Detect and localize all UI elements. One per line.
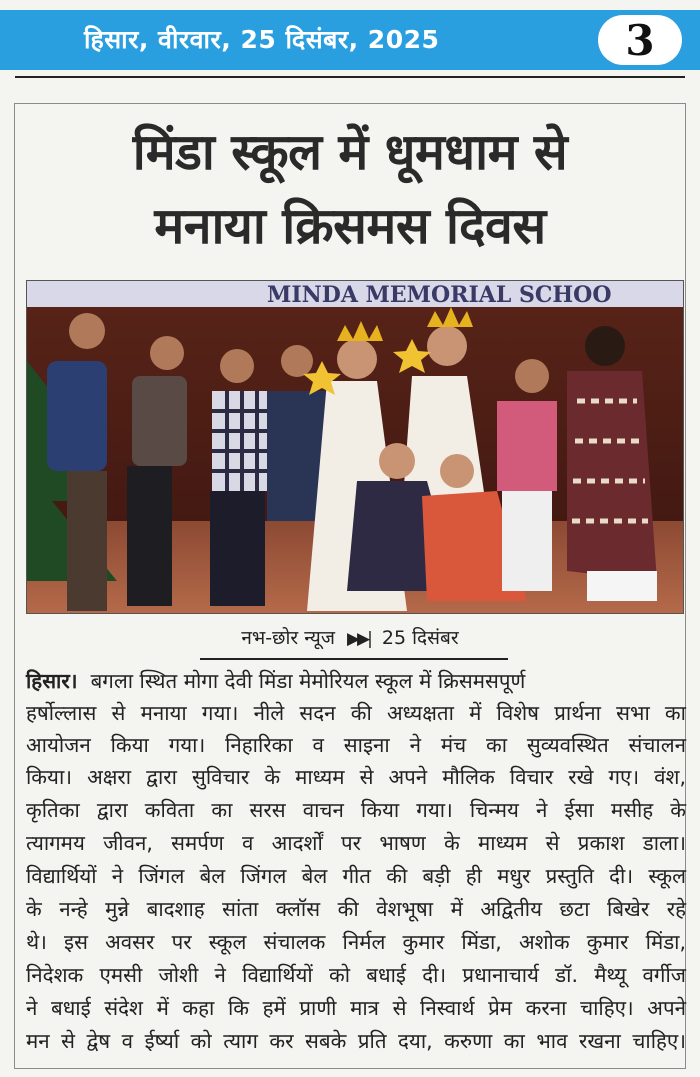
byline-rule — [200, 658, 508, 660]
headline-line-2: मनाया क्रिसमस दिवस — [154, 197, 546, 255]
article-line-2: हर्षोल्लास से मनाया गया। नीले सदन की अध्यक्षता में विशेष प्रार्थना सभा का — [26, 701, 686, 725]
article-lead: हिसार। — [26, 669, 78, 693]
article-line-12: मन से द्वेष व ईर्ष्या को त्याग कर सबके प्रति दया, करुणा का भाव रखना चाहिए। — [26, 1029, 686, 1053]
byline-date: 25 दिसंबर — [381, 627, 459, 649]
event-photo — [26, 280, 684, 614]
page-header-bar — [0, 10, 700, 70]
article-line-8: के नन्हे मुन्ने बादशाह सांता क्लॉस की वेशभूषा में अद्वितीय छटा बिखेर रहे — [26, 897, 686, 921]
article-line-3: आयोजन किया गया। निहारिका व साइना ने मंच का सुव्यवस्थित संचालन — [26, 733, 686, 757]
article-line-11: ने बधाई संदेश में कहा कि हमें प्राणी मात्र से निस्वार्थ प्रेम करना चाहिए। अपने — [26, 996, 686, 1020]
article-line-4: किया। अक्षरा द्वारा सुविचार के माध्यम से अपने मौलिक विचार रखे गए। वंश, — [26, 765, 686, 789]
byline-source: नभ-छोर न्यूज — [241, 627, 335, 649]
article-line-9: थे। इस अवसर पर स्कूल संचालक निर्मल कुमार मिंडा, अशोक कुमार मिंडा, — [26, 930, 686, 954]
article-line-1 — [26, 667, 686, 695]
article-line-7: विद्यार्थियों ने जिंगल बेल जिंगल बेल गीत की बड़ी ही मधुर प्रस्तुति दी। स्कूल — [26, 864, 686, 888]
fast-forward-icon: ▶▶| — [346, 629, 370, 649]
article-line-6: त्यागमय जीवन, समर्पण व आदर्शों पर भाषण के माध्यम से प्रकाश डाला। — [26, 831, 686, 855]
header-rule — [15, 76, 685, 78]
article-line-5: कृतिका द्वारा कविता का सरस वाचन किया गया। चिन्मय ने ईसा मसीह के — [26, 798, 686, 822]
article-line-1-text: बगला स्थित मोगा देवी मिंडा मेमोरियल स्कूल में क्रिसमसपूर्ण — [90, 669, 526, 693]
page-number-badge: 3 — [598, 15, 682, 65]
headline-line-1: मिंडा स्कूल में धूमधाम से — [132, 123, 568, 181]
photo-banner-text: MINDA MEMORIAL SCHOO — [267, 282, 612, 308]
byline — [200, 624, 500, 656]
dateline: हिसार, वीरवार, 25 दिसंबर, 2025 — [84, 25, 440, 54]
article-line-10: निदेशक एमसी जोशी ने विद्यार्थियों को बधाई दी। प्रधानाचार्य डॉ. मैथ्यू वर्गीज — [26, 963, 686, 987]
